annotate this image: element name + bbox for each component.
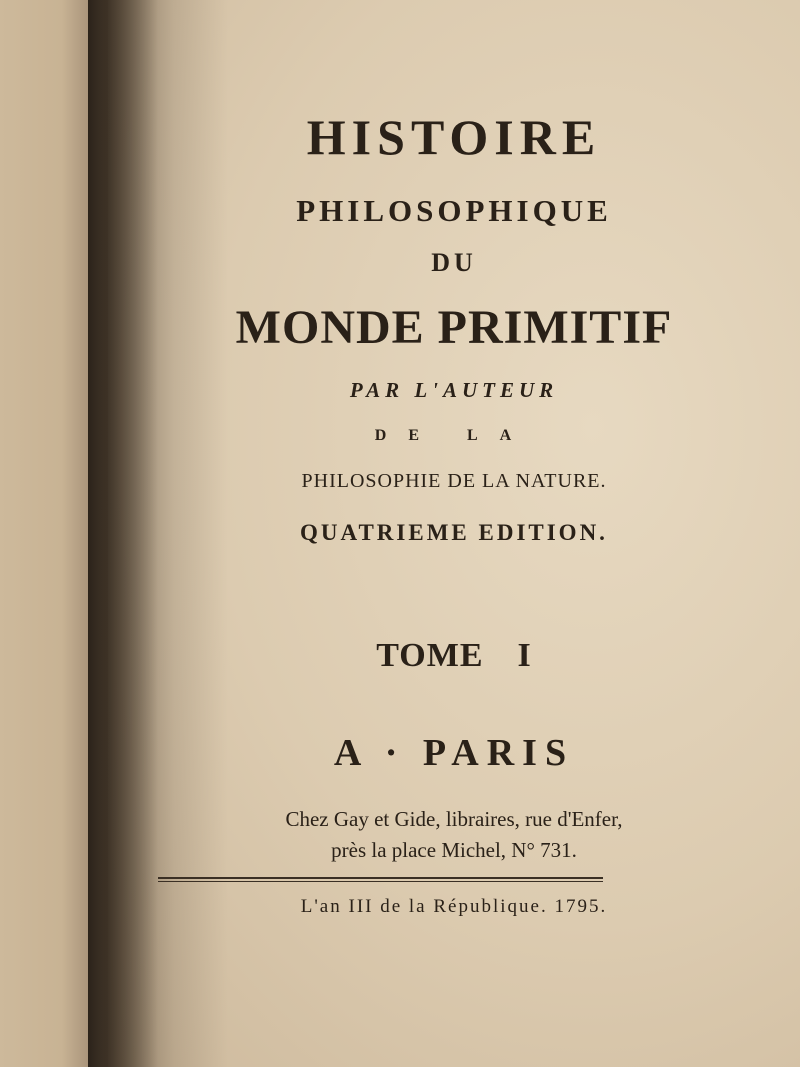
volume bbox=[108, 637, 800, 675]
publisher-line-1: Chez Gay et Gide, libraires, rue d'Enfer, bbox=[285, 807, 623, 831]
book-subtitle: PHILOSOPHIQUE bbox=[296, 193, 612, 228]
volume-label: TOME bbox=[376, 637, 484, 674]
date-line: L'an III de la République. 1795. bbox=[300, 896, 608, 917]
publisher-line-2: près la place Michel, N° 731. bbox=[331, 838, 577, 862]
book-title: HISTOIRE bbox=[306, 109, 602, 165]
title-connector: DU bbox=[431, 248, 477, 277]
edition: QUATRIEME EDITION. bbox=[300, 520, 608, 545]
volume-number: I bbox=[517, 637, 532, 674]
place-of-publication: A · PARIS bbox=[333, 732, 575, 774]
imprint-rule bbox=[158, 877, 603, 882]
byline-connector: DE LA bbox=[374, 427, 534, 444]
main-title: MONDE PRIMITIF bbox=[235, 301, 673, 354]
author-work: PHILOSOPHIE DE LA NATURE. bbox=[301, 470, 607, 492]
byline: PAR L'AUTEUR bbox=[349, 378, 559, 402]
